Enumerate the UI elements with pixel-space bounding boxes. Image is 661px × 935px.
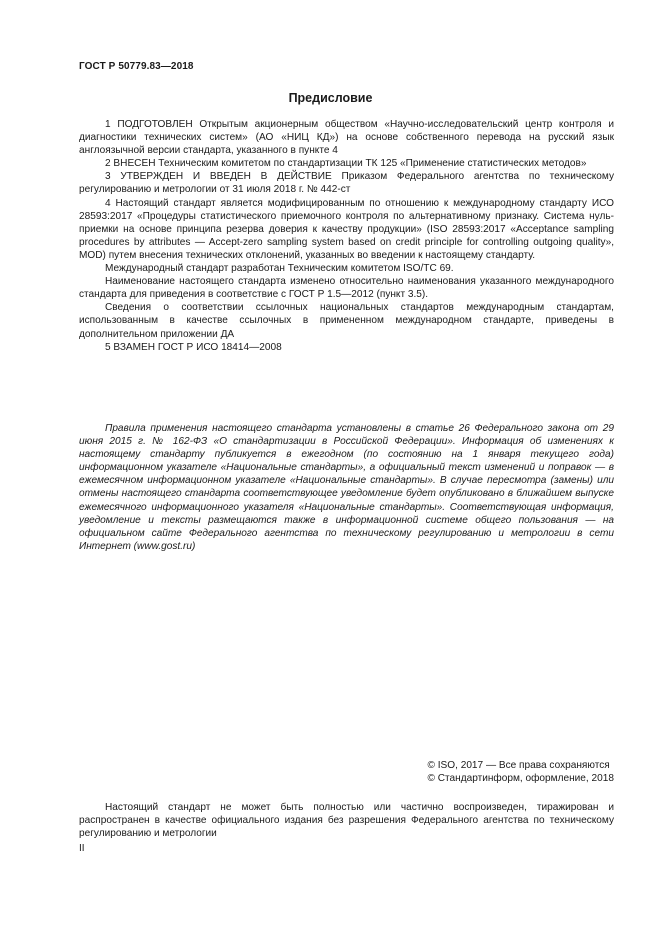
copyright-iso: © ISO, 2017 — Все права сохраняются [427,760,610,771]
paragraph-approved: 3 УТВЕРЖДЕН И ВВЕДЕН В ДЕЙСТВИЕ Приказом Федерального агентства по техническому регулированию и метрологии от 31 июля 2018 г. № 442-ст [79,171,614,196]
paragraph-modified-standard: 4 Настоящий стандарт является модифицированным по отношению к международному стандарту ИСО 28593:2017 «Процедуры статистического приемочного контроля по альтернативному признаку. Система нуль-приемки на основе принципа резерва доверия к качеству продукции» (ISO 28593:2017 «Acceptance sampling procedures by attributes — Accept-zero sampling system based on credit principle for controlling outgoing quality», MOD) путем внесения технических отклонений, указанных во введении к настоящему стандарту. [79,197,614,261]
paragraph-title-change: Наименование настоящего стандарта изменено относительно наименования указанного международного стандарта для приведения в соответствие с ГОСТ Р 1.5—2012 (пункт 3.5). [79,276,614,301]
paragraph-replaces: 5 ВЗАМЕН ГОСТ Р ИСО 18414—2008 [105,341,282,353]
reproduction-notice: Настоящий стандарт не может быть полностью или частично воспроизведен, тиражирован и распространен в качестве официального издания без разрешения Федерального агентства по техническому регулированию и метрологии [79,802,614,840]
copyright-block [427,759,614,786]
page-number: II [79,843,85,854]
standard-code-header: ГОСТ Р 50779.83—2018 [79,61,194,72]
paragraph-iso-committee: Международный стандарт разработан Техническим комитетом ISO/TC 69. [105,263,454,275]
copyright-standartinform: © Стандартинформ, оформление, 2018 [427,773,614,785]
paragraph-submitted-by: 2 ВНЕСЕН Техническим комитетом по стандартизации ТК 125 «Применение статистических методов» [105,158,587,170]
paragraph-prepared-by: 1 ПОДГОТОВЛЕН Открытым акционерным обществом «Научно-исследовательский центр контроля и диагностики технических систем» (АО «НИЦ КД») на основе собственного перевода на русский язык англоязычной версии стандарта, указанного в пункте 4 [79,119,614,157]
application-rules-notice: Правила применения настоящего стандарта установлены в статье 26 Федерального закона от 29 июня 2015 г. № 162-ФЗ «О стандартизации в Российской Федерации». Информация об изменениях к настоящему стандарту публикуется в ежегодном (по состоянию на 1 января текущего года) информационном указателе «Национальные стандарты», а официальный текст изменений и поправок — в ежемесячном информационном указателе «Национальные стандарты». В случае пересмотра (замены) или отмены настоящего стандарта соответствующее уведомление будет опубликовано в ближайшем выпуске ежемесячного информационного указателя «Национальные стандарты». Соответствующая информация, уведомление и тексты размещаются также в информационной системе общего пользования — на официальном сайте Федерального агентства по техническому регулированию и метрологии в сети Интернет (www.gost.ru) [79,423,614,552]
preface-body [79,118,614,354]
paragraph-reference-standards: Сведения о соответствии ссылочных национальных стандартов международным стандартам, использованным в качестве ссылочных в примененном международном стандарте, приведены в дополнительном приложении ДА [79,302,614,340]
page-title: Предисловие [288,91,373,105]
